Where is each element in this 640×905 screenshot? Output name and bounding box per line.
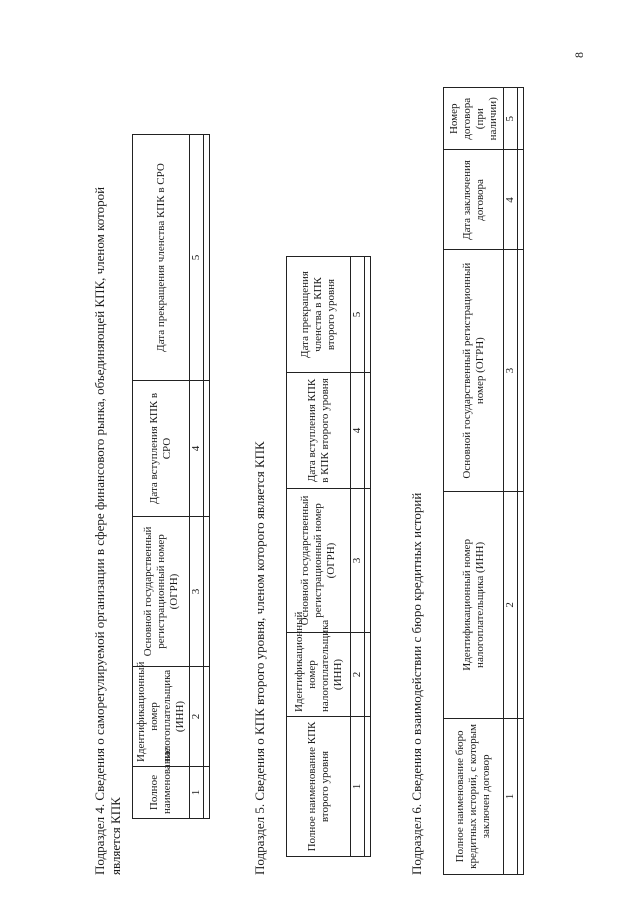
section6-table bbox=[443, 87, 524, 875]
s6-num-5: 5 bbox=[504, 88, 518, 151]
s6-header-inn: Идентификационный номер налогоплательщика (ИНН) bbox=[444, 491, 504, 718]
s6-blank-cell bbox=[518, 150, 524, 250]
s4-blank-cell bbox=[204, 381, 210, 517]
s6-blank-cell bbox=[518, 718, 524, 874]
rotated-page-content bbox=[92, 75, 592, 875]
s5-num-2: 2 bbox=[351, 633, 365, 717]
s5-num-1: 1 bbox=[351, 717, 365, 857]
s6-header-name: Полное наименование бюро кредитных историй, с которым заключен договор bbox=[444, 718, 504, 874]
section4-table bbox=[132, 134, 210, 819]
s4-header-join-date: Дата вступления КПК в СРО bbox=[133, 381, 190, 517]
s5-header-inn: Идентификационный номер налогоплательщика (ИНН) bbox=[287, 633, 351, 717]
s4-header-end-date: Дата прекращения членства КПК в СРО bbox=[133, 135, 190, 381]
s4-num-5: 5 bbox=[190, 135, 204, 381]
s6-num-1: 1 bbox=[504, 718, 518, 874]
s5-blank-cell bbox=[365, 633, 371, 717]
s4-header-ogrn: Основной государственный регистрационный номер (ОГРН) bbox=[133, 517, 190, 667]
s5-blank-cell bbox=[365, 489, 371, 633]
s4-header-inn: Идентификационный номер налогоплательщика (ИНН) bbox=[133, 667, 190, 767]
s5-header-join-date: Дата вступления КПК в КПК второго уровня bbox=[287, 373, 351, 489]
section5-table bbox=[286, 256, 371, 857]
s6-header-contract-date: Дата заключения договора bbox=[444, 150, 504, 250]
s4-blank-cell bbox=[204, 667, 210, 767]
s6-blank-cell bbox=[518, 250, 524, 492]
s4-blank-cell bbox=[204, 517, 210, 667]
s6-blank-cell bbox=[518, 491, 524, 718]
s5-num-4: 4 bbox=[351, 373, 365, 489]
s6-num-2: 2 bbox=[504, 491, 518, 718]
s5-blank-cell bbox=[365, 373, 371, 489]
s5-num-5: 5 bbox=[351, 257, 365, 373]
s6-num-4: 4 bbox=[504, 150, 518, 250]
s4-num-2: 2 bbox=[190, 667, 204, 767]
s6-header-ogrn: Основной государственный регистрационный номер (ОГРН) bbox=[444, 250, 504, 492]
s6-blank-cell bbox=[518, 88, 524, 151]
s4-header-name: Полное наименование bbox=[133, 767, 190, 819]
s4-num-1: 1 bbox=[190, 767, 204, 819]
s4-num-3: 3 bbox=[190, 517, 204, 667]
page-number: 8 bbox=[572, 52, 586, 58]
s5-header-name: Полное наименование КПК второго уровня bbox=[287, 717, 351, 857]
section4-title: Подраздел 4. Сведения о саморегулируемой организации в сфере финансового рынка, объединяющей КПК, членом которой является КПК bbox=[92, 186, 123, 875]
s5-blank-cell bbox=[365, 717, 371, 857]
s5-header-end-date: Дата прекращения членства в КПК второго уровня bbox=[287, 257, 351, 373]
section5-title: Подраздел 5. Сведения о КПК второго уровня, членом которого является КПК bbox=[252, 441, 267, 875]
s4-blank-cell bbox=[204, 767, 210, 819]
s4-blank-cell bbox=[204, 135, 210, 381]
s5-header-ogrn: Основной государственный регистрационный номер (ОГРН) bbox=[287, 489, 351, 633]
s6-header-contract-number: Номер договора (при наличии) bbox=[444, 88, 504, 151]
s4-num-4: 4 bbox=[190, 381, 204, 517]
s5-blank-cell bbox=[365, 257, 371, 373]
s6-num-3: 3 bbox=[504, 250, 518, 492]
section6-title: Подраздел 6. Сведения о взаимодействии с бюро кредитных историй bbox=[409, 492, 424, 875]
s5-num-3: 3 bbox=[351, 489, 365, 633]
